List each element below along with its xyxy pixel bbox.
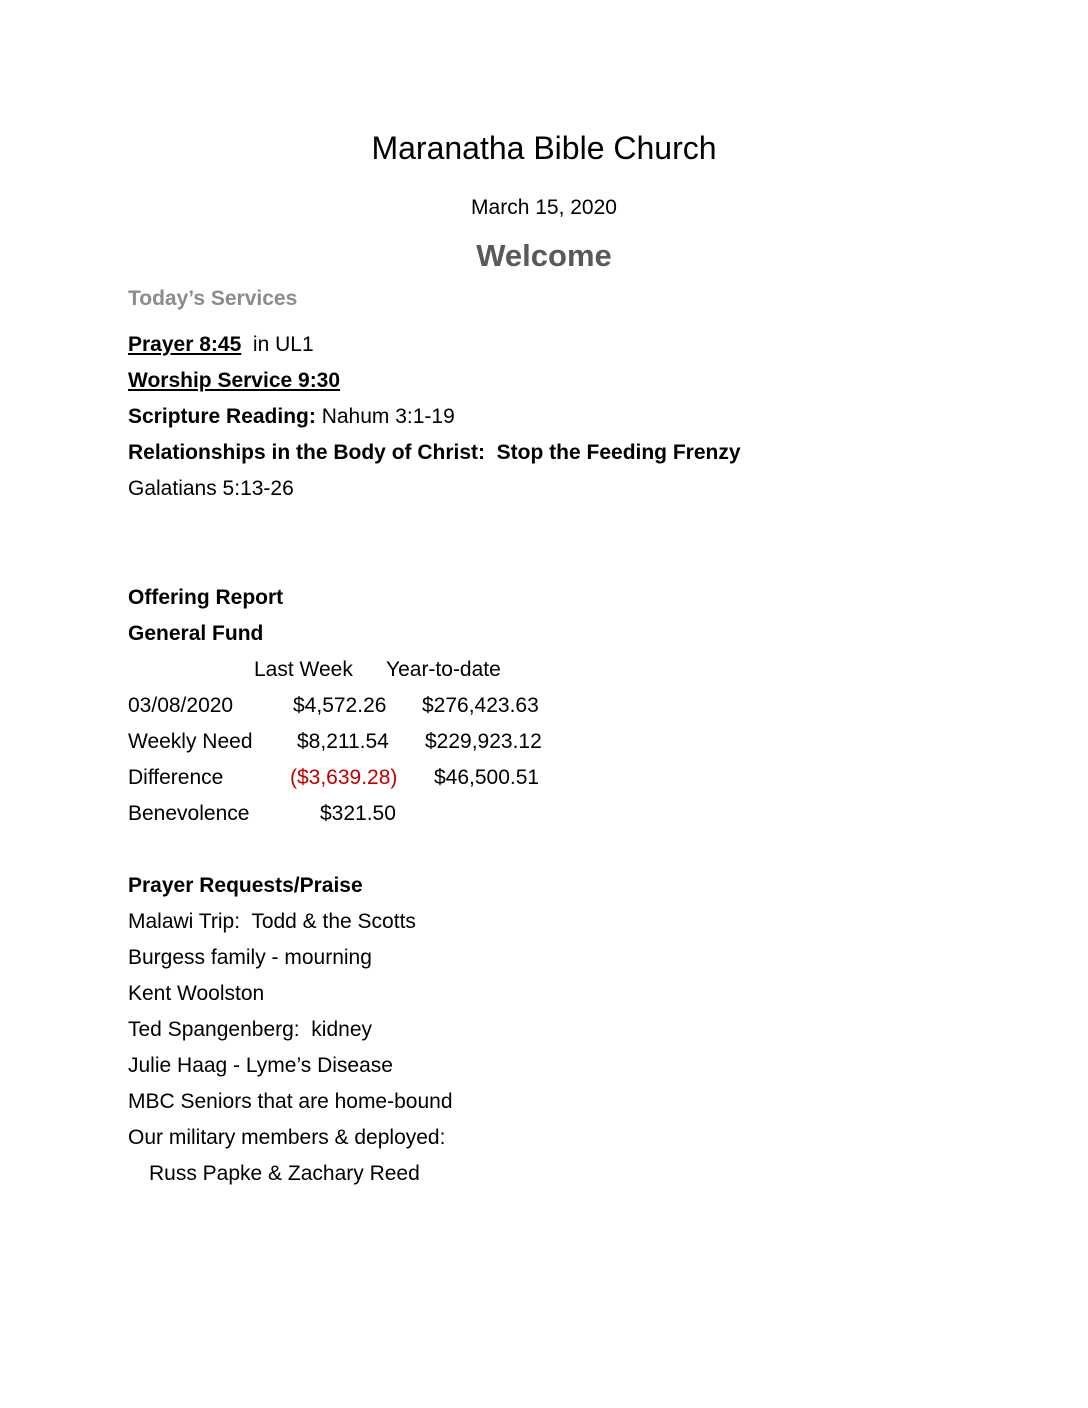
row-last-week: $4,572.26 <box>293 694 387 717</box>
worship-time: Worship Service 9:30 <box>128 369 341 392</box>
services-heading: Today’s Services <box>128 287 298 310</box>
row-label: Benevolence <box>128 802 250 825</box>
prayer-requests-heading: Prayer Requests/Praise <box>128 874 363 897</box>
bulletin-date: March 15, 2020 <box>471 196 617 219</box>
prayer-item: MBC Seniors that are home-bound <box>128 1090 453 1113</box>
row-label: Difference <box>128 766 224 789</box>
row-ytd: $229,923.12 <box>425 730 542 753</box>
prayer-item: Julie Haag - Lyme’s Disease <box>128 1054 393 1077</box>
sermon-title: Relationships in the Body of Christ: Stop the Feeding Frenzy <box>128 441 741 464</box>
column-header-ytd: Year-to-date <box>386 658 501 681</box>
row-last-week: $8,211.54 <box>297 730 389 753</box>
scripture-ref: Nahum 3:1-19 <box>315 405 455 428</box>
sermon-reference: Galatians 5:13-26 <box>128 477 294 500</box>
offering-heading: Offering Report <box>128 586 284 609</box>
row-label: Weekly Need <box>128 730 253 753</box>
prayer-item: Malawi Trip: Todd & the Scotts <box>128 910 416 933</box>
prayer-time: Prayer 8:45 <box>128 333 242 356</box>
prayer-item-indented: Russ Papke & Zachary Reed <box>149 1162 420 1185</box>
scripture-line <box>128 405 455 429</box>
welcome-heading: Welcome <box>476 238 612 273</box>
row-label: 03/08/2020 <box>128 694 234 717</box>
prayer-item: Kent Woolston <box>128 982 265 1005</box>
prayer-item: Burgess family - mourning <box>128 946 372 969</box>
row-last-week-negative: ($3,639.28) <box>290 766 398 789</box>
church-name: Maranatha Bible Church <box>371 130 717 166</box>
scripture-label: Scripture Reading: <box>128 405 316 428</box>
prayer-location: in UL1 <box>241 333 314 356</box>
fund-name: General Fund <box>128 622 264 645</box>
prayer-item: Our military members & deployed: <box>128 1126 446 1149</box>
column-header-last-week: Last Week <box>254 658 353 681</box>
prayer-item: Ted Spangenberg: kidney <box>128 1018 373 1041</box>
row-last-week: $321.50 <box>320 802 396 825</box>
row-ytd: $276,423.63 <box>422 694 539 717</box>
prayer-line <box>128 333 314 357</box>
row-ytd: $46,500.51 <box>434 766 540 789</box>
